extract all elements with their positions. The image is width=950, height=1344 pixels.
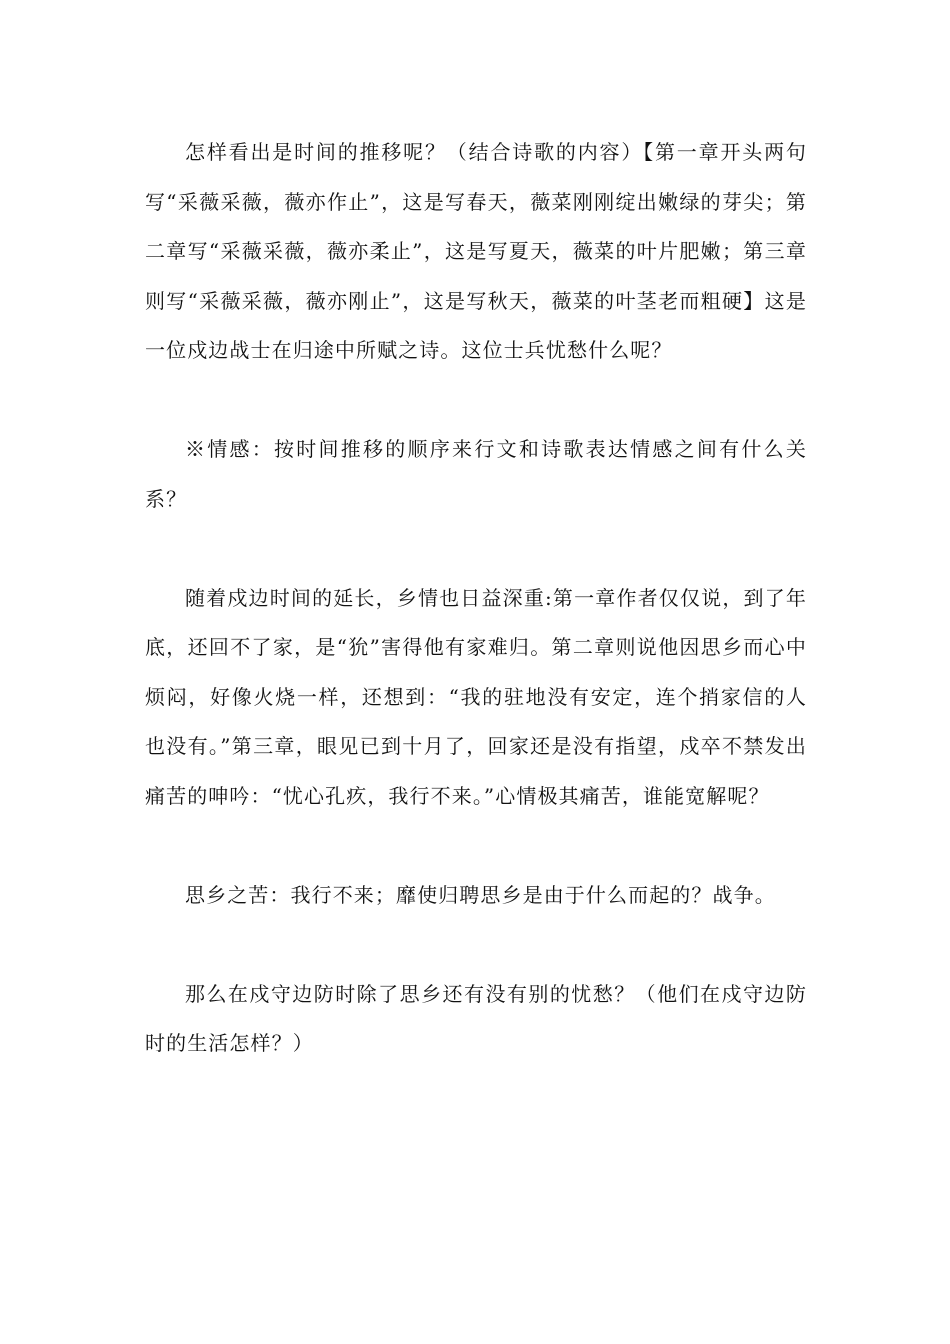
paragraph-homesickness-deepening: 随着戍边时间的延长，乡情也日益深重:第一章作者仅仅说，到了年底，还回不了家，是“狁”害得他有家难归。第二章则说他因思乡而心中烦闷，好像火烧一样，还想到：“我的驻地没有安定，连个捎家信的人也没有。”第三章，眼见已到十月了，回家还是没有指望，戍卒不禁发出痛苦的呻吟：“忧心孔疚，我行不来。”心情极其痛苦，谁能宽解呢？: [145, 585, 807, 808]
paragraph-gap: [145, 821, 807, 871]
paragraph-homesickness-cause: 思乡之苦：我行不来；靡使归聘思乡是由于什么而起的？战争。: [185, 882, 776, 907]
paragraph-gap: [145, 376, 807, 426]
paragraph-time-progression: 怎样看出是时间的推移呢？（结合诗歌的内容）【第一章开头两句写“采薇采薇，薇亦作止”，这是写春天，薇菜刚刚绽出嫩绿的芽尖；第二章写“采薇采薇，薇亦柔止”，这是写夏天，薇菜的叶片肥嫩；第三章则写“采薇采薇，薇亦刚止”，这是写秋天，薇菜的叶茎老而粗硬】这是一位戍边战士在归途中所赋之诗。这位士兵忧愁什么呢？: [145, 140, 807, 362]
paragraph-gap: [145, 920, 807, 970]
paragraph-emotion-question: ※情感：按时间推移的顺序来行文和诗歌表达情感之间有什么关系？: [145, 437, 807, 511]
paragraph-other-worries: 那么在戍守边防时除了思乡还有没有别的忧愁？（他们在戍守边防时的生活怎样？）: [145, 981, 807, 1055]
document-page: [145, 128, 807, 1069]
paragraph-gap: [145, 524, 807, 574]
